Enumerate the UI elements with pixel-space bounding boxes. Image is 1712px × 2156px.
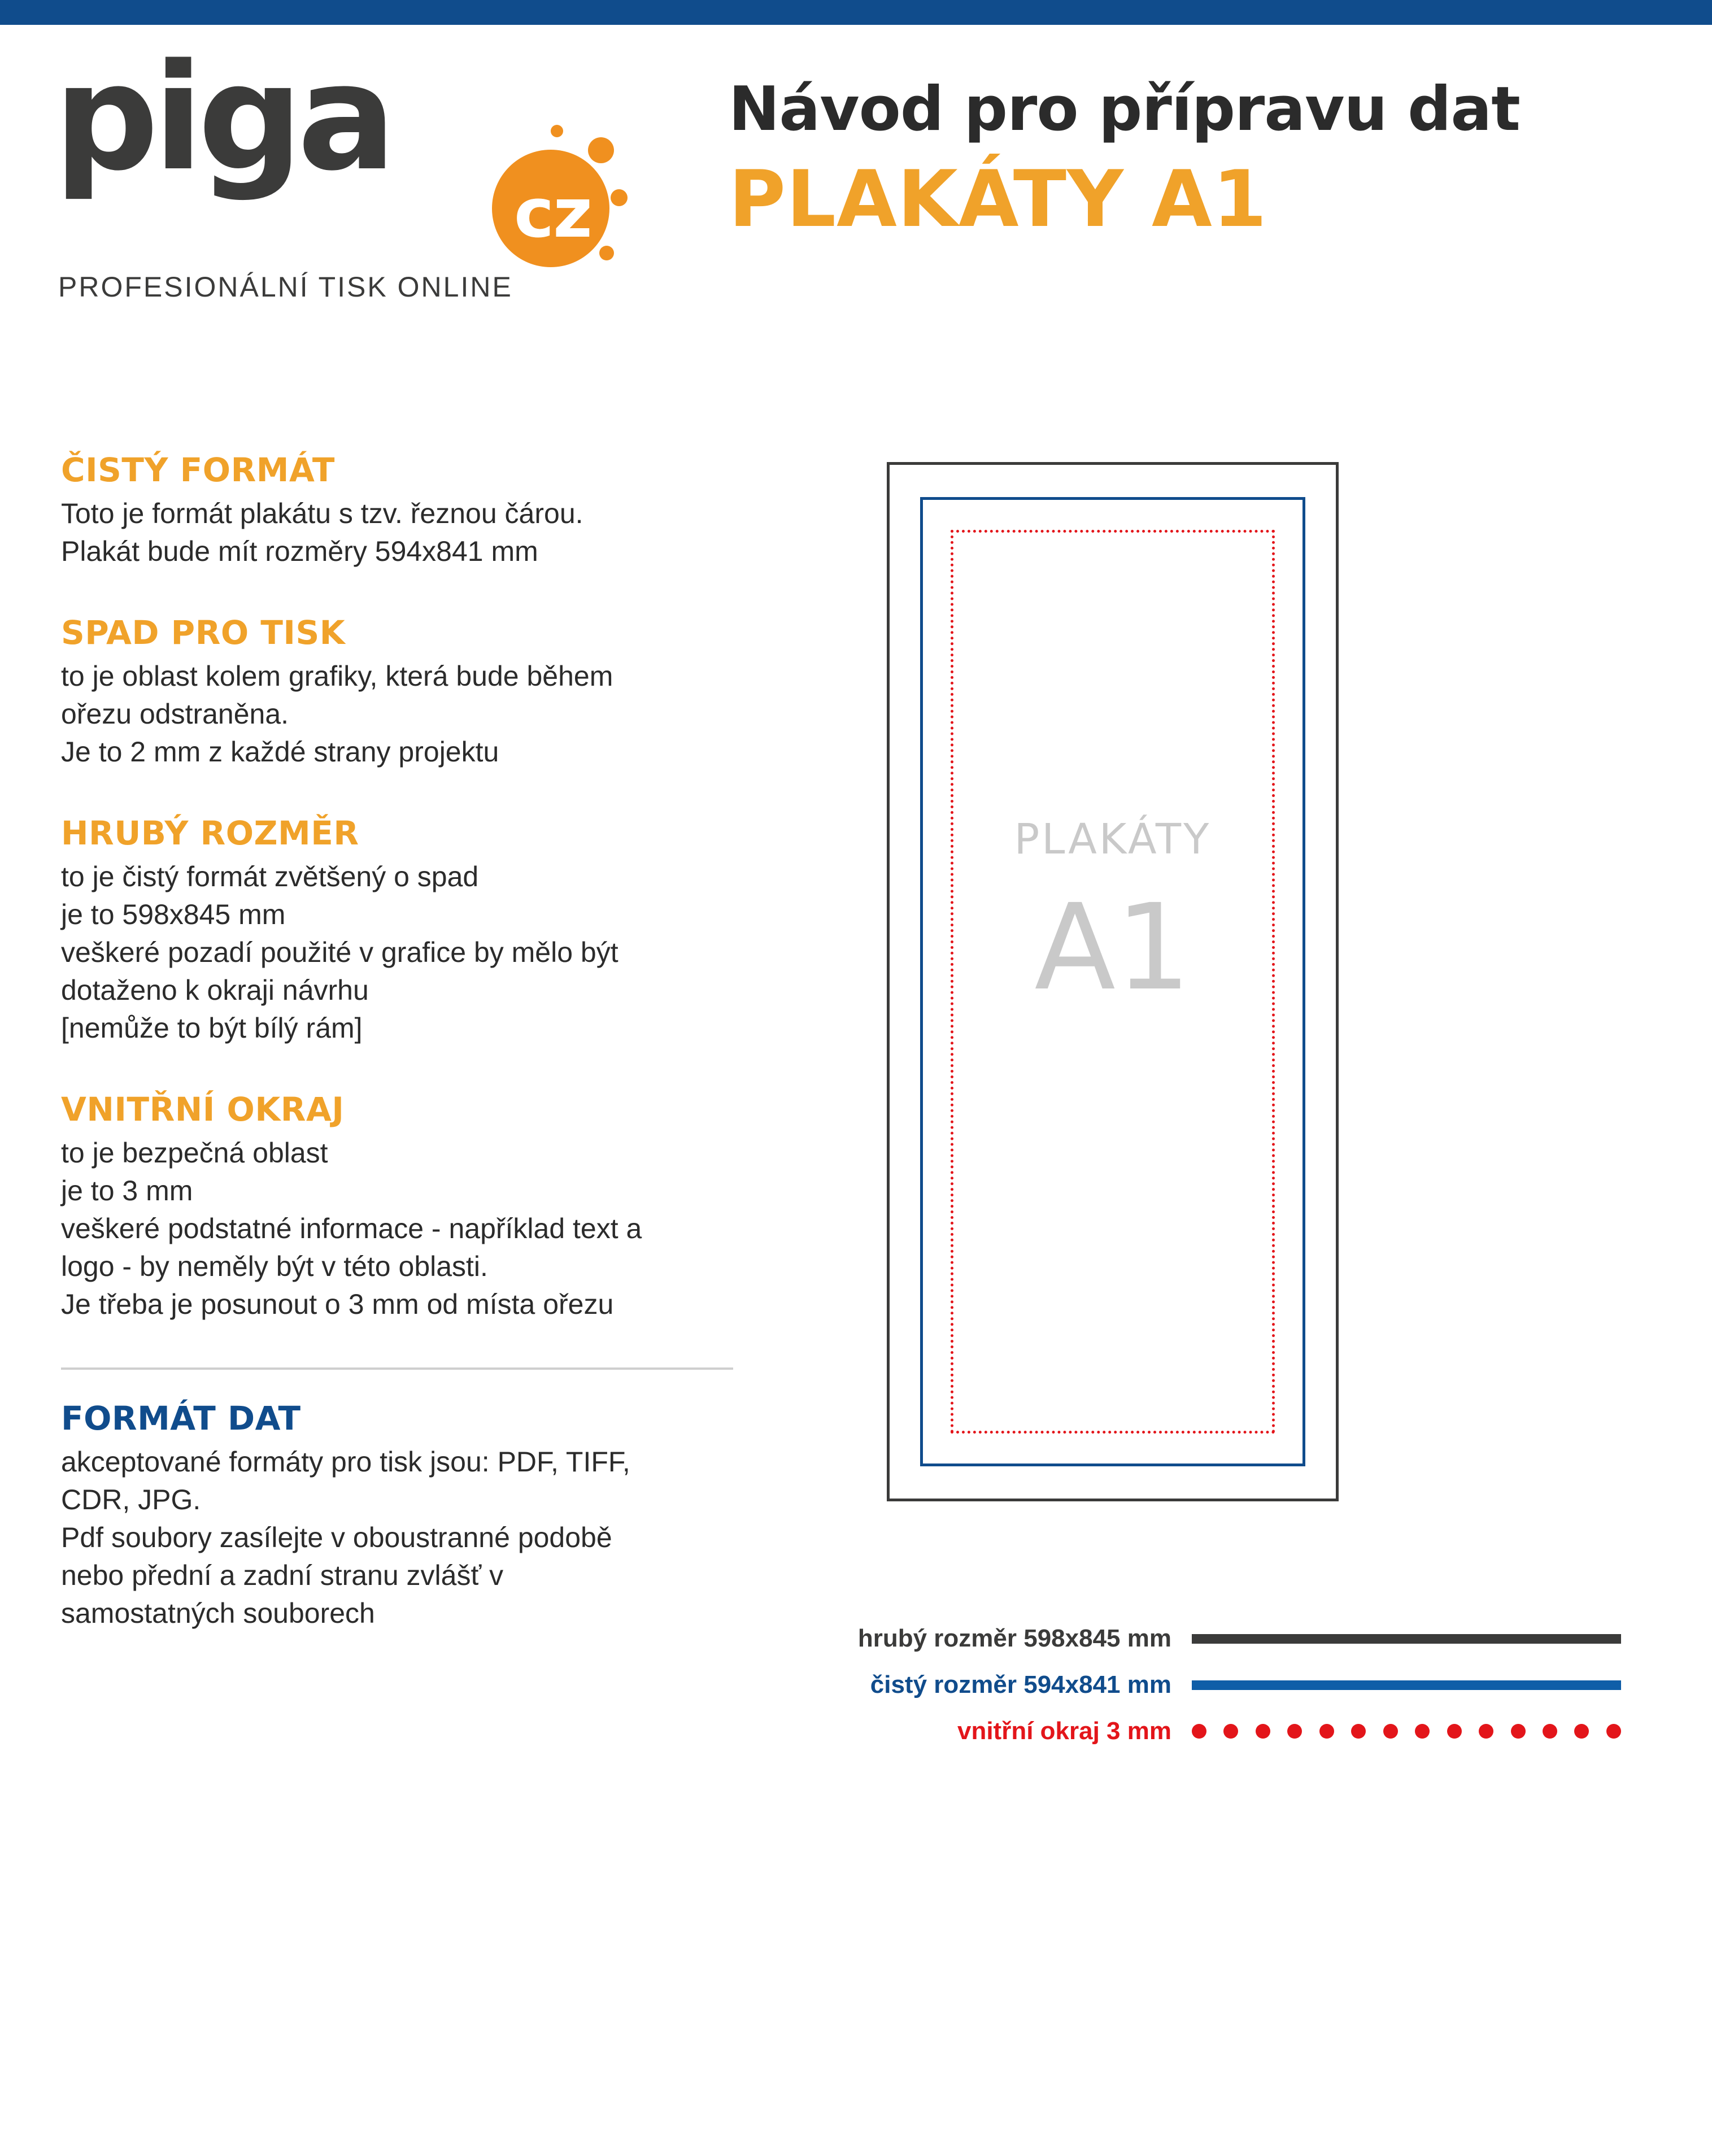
legend-label: vnitřní okraj 3 mm <box>957 1717 1171 1745</box>
preview-label-top: PLAKÁTY <box>1014 815 1212 864</box>
poster-preview-diagram <box>887 462 1339 1501</box>
section-line: logo - by neměly být v této oblasti. <box>61 1251 488 1282</box>
section-line: to je čistý formát zvětšený o spad <box>61 861 479 892</box>
section-hruby-rozmer <box>61 815 733 1047</box>
section-line: veškeré pozadí použité v grafice by mělo být <box>61 937 618 968</box>
page-title: Návod pro přípravu dat <box>729 74 1520 145</box>
title-block <box>729 74 1632 245</box>
legend-label: hrubý rozměr 598x845 mm <box>857 1624 1171 1652</box>
logo-badge-cz: cz <box>514 175 591 253</box>
legend-label: čistý rozměr 594x841 mm <box>870 1671 1171 1698</box>
logo-tagline: PROFESIONÁLNÍ TISK ONLINE <box>58 271 513 303</box>
section-cisty-format <box>61 452 733 570</box>
section-line: to je oblast kolem grafiky, která bude během <box>61 660 613 692</box>
legend-item-safe-area <box>836 1708 1672 1754</box>
section-line: Pdf soubory zasílejte v oboustranné podobě <box>61 1522 612 1553</box>
legend-item-trim <box>836 1662 1672 1708</box>
instructions-column <box>61 452 733 1676</box>
legend <box>836 1615 1672 1754</box>
section-spad-pro-tisk <box>61 615 733 771</box>
logo-wordmark: piga <box>54 33 391 203</box>
section-line: Je to 2 mm z každé strany projektu <box>61 736 499 768</box>
section-line: je to 598x845 mm <box>61 899 286 930</box>
page-header <box>0 25 1712 341</box>
top-accent-bar <box>0 0 1712 25</box>
section-divider <box>61 1367 733 1370</box>
section-vnitrni-okraj <box>61 1091 733 1323</box>
section-line: nebo přední a zadní stranu zvlášť v <box>61 1560 504 1591</box>
section-line: samostatných souborech <box>61 1597 375 1629</box>
section-line: ořezu odstraněna. <box>61 698 289 730</box>
section-line: [nemůže to být bílý rám] <box>61 1012 363 1044</box>
section-line: Plakát bude mít rozměry 594x841 mm <box>61 535 538 567</box>
section-line: Je třeba je posunout o 3 mm od místa ořezu <box>61 1288 614 1320</box>
section-line: Toto je formát plakátu s tzv. řeznou čárou. <box>61 498 583 529</box>
section-line: to je bezpečná oblast <box>61 1137 328 1169</box>
legend-item-bleed <box>836 1615 1672 1662</box>
page-subtitle: PLAKÁTY A1 <box>729 154 1267 245</box>
section-heading: SPAD PRO TISK <box>61 613 346 652</box>
section-format-dat <box>61 1400 733 1632</box>
section-heading: HRUBÝ ROZMĚR <box>61 814 359 852</box>
section-heading: ČISTÝ FORMÁT <box>61 451 335 489</box>
preview-label-format: A1 <box>1034 878 1191 1017</box>
legend-swatch-bleed <box>1192 1615 1621 1662</box>
section-line: dotaženo k okraji návrhu <box>61 974 369 1006</box>
legend-swatch-trim <box>1192 1662 1621 1708</box>
legend-swatch-safe-area <box>1192 1708 1621 1754</box>
section-line: je to 3 mm <box>61 1175 193 1207</box>
section-heading: FORMÁT DAT <box>61 1399 301 1438</box>
section-line: CDR, JPG. <box>61 1484 201 1515</box>
brand-logo <box>54 33 675 316</box>
section-heading: VNITŘNÍ OKRAJ <box>61 1090 345 1129</box>
section-line: akceptované formáty pro tisk jsou: PDF, TIFF, <box>61 1446 630 1478</box>
section-line: veškeré podstatné informace - například text a <box>61 1213 642 1244</box>
